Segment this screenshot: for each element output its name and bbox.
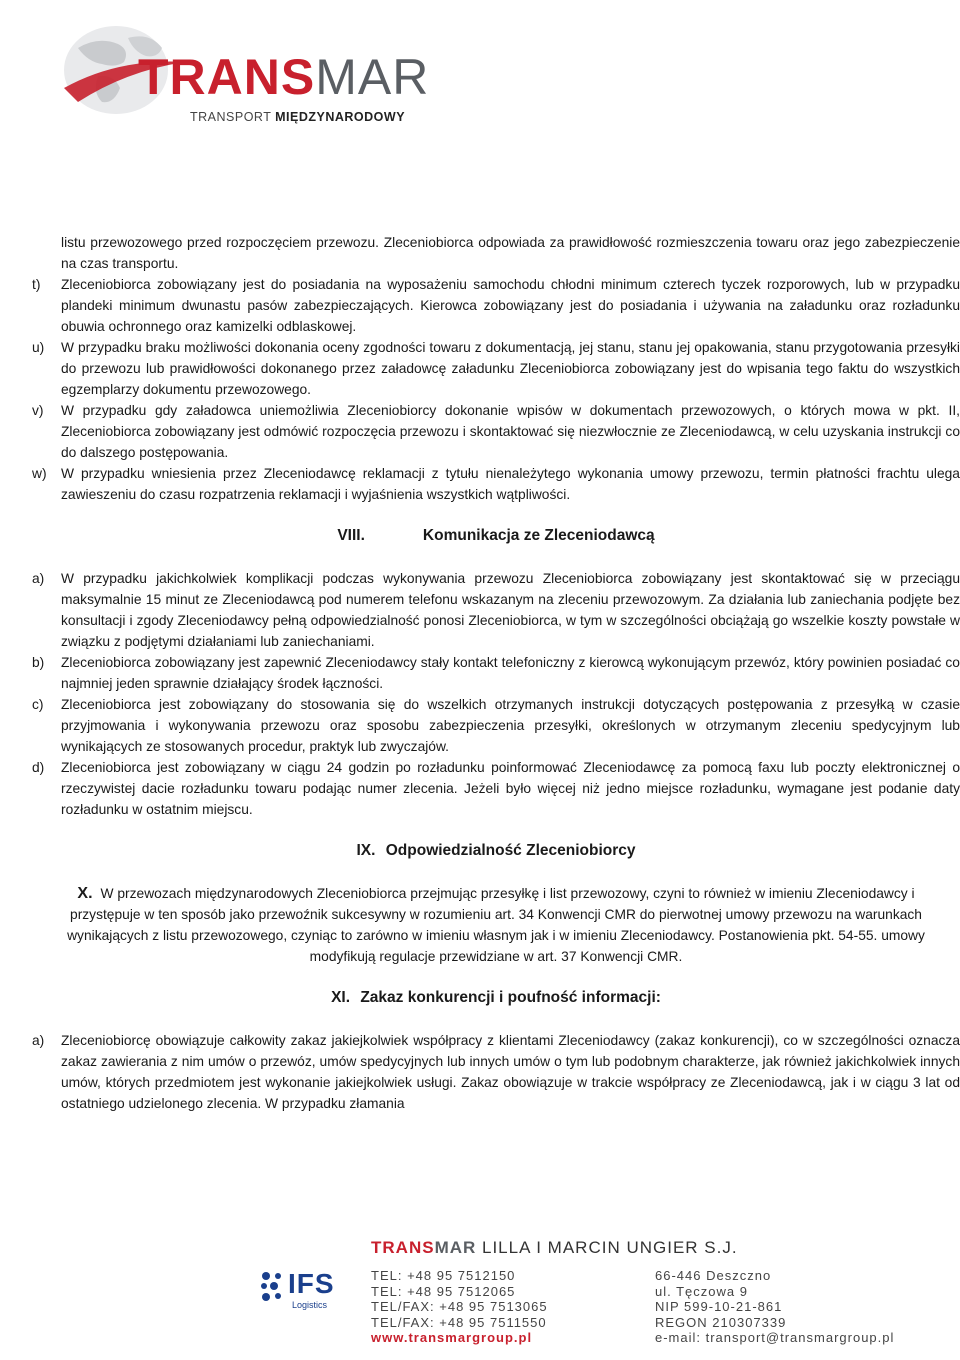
footer-address: 66-446 Deszczno ul. Tęczowa 9 NIP 599-10-21-861 REGON 210307339 e-mail: transport@transmargroup.pl	[655, 1268, 895, 1345]
list-item-d	[32, 757, 960, 820]
logo-wordmark: TRANSMAR	[138, 49, 430, 105]
website-link[interactable]: www.transmargroup.pl	[371, 1330, 533, 1345]
list-item-a	[32, 568, 960, 652]
list-marker: a)	[32, 571, 45, 586]
logo-tagline: TRANSPORT MIĘDZYNARODOWY	[190, 110, 406, 124]
section-number: X.	[77, 885, 93, 902]
transmar-logo	[58, 18, 448, 123]
list-item-text: Zleceniobiorca jest zobowiązany w ciągu 24 godzin po rozładunku poinformować Zleceniodawcę za pomocą faxu lub poczty elektronicznej o rzeczywistej dacie rozładunku towaru podając numer zlecenia. Jeżeli było więcej niż jedno miejsce rozładunku, wymagane jest podanie daty rozładunku w ostatnim miejscu.	[61, 760, 960, 817]
document-body	[32, 232, 960, 1114]
section-heading-viii: VIII. Komunikacja ze Zleceniodawcą	[337, 527, 655, 544]
list-item-text: Zleceniobiorcę obowiązuje całkowity zakaz jakiejkolwiek współpracy z klientami Zleceniodawcy (zakaz konkurencji), co w szczególności oznacza zakaz zawierania z nim umów o przewóz, umów spedycyjnych lub innych umów o tym lub podobnym charakterze, jak również jakichkolwiek innych umów, których przedmiotem jest wykonanie jakiejkolwiek usługi. Zakaz obowiązuje w trakcie współpracy ze Zleceniodawcą, jak i w ciągu 3 lat od ostatniego udzielonego zlecenia. W przypadku złamania	[61, 1033, 960, 1111]
section-heading-xi: XI. Zakaz konkurencji i poufność informacji:	[331, 989, 661, 1006]
intro-paragraph: listu przewozowego przed rozpoczęciem przewozu. Zleceniobiorca odpowiada za prawidłowość rozmieszczenia towaru oraz jego zabezpieczenie na czas transportu.	[61, 235, 960, 271]
list-item-text: W przypadku braku możliwości dokonania oceny zgodności towaru z dokumentacją, jej stanu, stanu jej opakowania, stanu przygotowania przesyłki do przewozu lub prawidłowości dokonanego przez załadowcę załadunku Zleceniobiorca zobowiązany jest do wpisania tego faktu do wszystkich egzemplarzy dokumentu przewozowego.	[61, 340, 960, 397]
list-item-u	[32, 337, 960, 400]
list-marker: c)	[32, 697, 44, 712]
list-item-text: W przypadku gdy załadowca uniemożliwia Zleceniobiorcy dokonanie wpisów w dokumentach przewozowych, o których mowa w pkt. II, Zleceniobiorca zobowiązany jest odmówić rozpoczęcia przewozu i skontaktować się niezwłocznie ze Zleceniodawcą, w celu uzyskania instrukcji co do dalszego postępowania.	[61, 403, 960, 460]
list-item-a	[32, 1030, 960, 1114]
list-marker: u)	[32, 340, 45, 355]
list-item-text: W przypadku jakichkolwiek komplikacji podczas wykonywania przewozu Zleceniobiorca zobowiązany jest skontaktować się w przeciągu maksymalnie 15 minut ze Zleceniodawcą pod numerem telefonu wskazanym na zleceniu przewozowym. Za działania lub zaniechania podjęte bez konsultacji i zgody Zleceniodawcy pełną odpowiedzialność ponosi Zleceniobiorca, w tym w szczególności obciążają go wszelkie koszty powstałe w związku z podjętymi działaniami lub zaniechaniami.	[61, 571, 960, 649]
list-item-t	[32, 274, 960, 337]
list-marker: t)	[32, 277, 41, 292]
list-item-text: Zleceniobiorca zobowiązany jest zapewnić Zleceniodawcy stały kontakt telefoniczny z kierowcą wykonującym przewóz, który powinien posiadać co najmniej jeden sprawnie działający środek łączności.	[61, 655, 960, 691]
section-x-paragraph: X. W przewozach międzynarodowych Zleceniobiorca przejmując przesyłkę i list przewozowy, czyni to również w imieniu Zleceniodawcy i przystępuje w ten sposób jako przewoźnik sukcesywny w rozumieniu art. 34 Konwencji CMR do pierwotnej umowy przewozu na warunkach wynikających z listu przewozowego, czyniąc to zarówno w imieniu własnym jak i w imieniu Zleceniodawcy. Postanowienia pkt. 54-55. umowy modyfikują regulacje przewidziane w art. 37 Konwencji CMR.	[67, 885, 925, 964]
list-item-text: Zleceniobiorca zobowiązany jest do posiadania na wyposażeniu samochodu chłodni minimum czterech tyczek rozporowych, lub w przypadku plandeki minimum dwunastu pasów zabezpieczających. Kierowca zobowiązany jest do posiadania i używania na załadunku oraz rozładunku obuwia ochronnego oraz kamizelki odblaskowej.	[61, 277, 960, 334]
list-item-b	[32, 652, 960, 694]
list-marker: v)	[32, 403, 44, 418]
section-heading-ix: IX. Odpowiedzialność Zleceniobiorcy	[356, 842, 636, 859]
list-item-text: Zleceniobiorca jest zobowiązany do stosowania się do wszelkich otrzymanych instrukcji dotyczących postępowania z przesyłką w czasie przyjmowania i wykonywania przewozu oraz sposobu zabezpieczenia przesyłki, określonych w otrzymanym zleceniu spedycyjnym lub wynikających ze stosowanych procedur, praktyk lub zwyczajów.	[61, 697, 960, 754]
list-item-c	[32, 694, 960, 757]
footer-company-name: TRANSMAR LILLA I MARCIN UNGIER S.J.	[371, 1238, 738, 1257]
list-item-text: W przypadku wniesienia przez Zleceniodawcę reklamacji z tytułu nienależytego wykonania umowy przewozu, termin płatności frachtu ulega zawieszeniu do czasu rozpatrzenia reklamacji i wyjaśnienia wszystkich wątpliwości.	[61, 466, 960, 502]
page-footer	[0, 1232, 960, 1360]
list-marker: d)	[32, 760, 45, 775]
footer-contacts: TEL: +48 95 7512150 TEL: +48 95 7512065 TEL/FAX: +48 95 7513065 TEL/FAX: +48 95 7511550 www.transmargroup.pl	[371, 1268, 548, 1345]
ifs-dots-icon	[258, 1270, 288, 1306]
list-marker: a)	[32, 1033, 45, 1048]
ifs-logo: IFS Logistics	[258, 1266, 338, 1312]
list-marker: w)	[32, 466, 47, 481]
list-item-v	[32, 400, 960, 463]
list-item-w	[32, 463, 960, 505]
email-link[interactable]: e-mail: transport@transmargroup.pl	[655, 1330, 895, 1345]
list-marker: b)	[32, 655, 45, 670]
